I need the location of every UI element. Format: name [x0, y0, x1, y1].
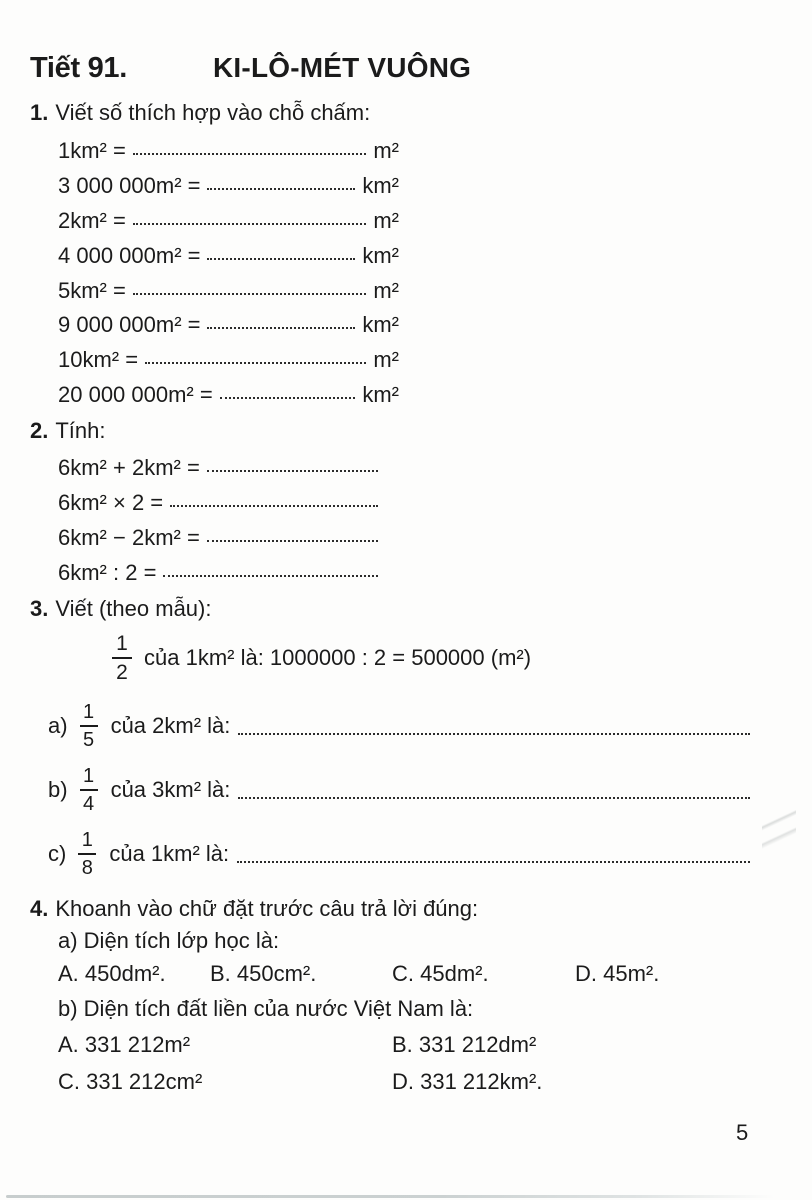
option-a: A. 331 212m² — [58, 1032, 191, 1057]
answer-blank-dots — [170, 505, 378, 507]
fraction — [80, 702, 98, 750]
fraction-denominator: 5 — [83, 729, 95, 752]
exercise4-number: 4. — [30, 896, 49, 921]
exercise2-number: 2. — [30, 418, 49, 443]
conversion-left: 4 000 000m² = — [58, 242, 201, 268]
exercise4a-options — [58, 961, 770, 987]
option-a: A. 450dm². — [58, 961, 166, 986]
exercise4b-label: b) Diện tích đất liền của nước Việt Nam là: — [58, 996, 474, 1021]
exercise3-heading-text: Viết (theo mẫu): — [55, 596, 212, 621]
exercise1-heading-text: Viết số thích hợp vào chỗ chấm: — [55, 100, 371, 125]
conversion-unit: km² — [362, 382, 399, 408]
exercise4b-options — [58, 1032, 618, 1095]
answer-blank-dots — [133, 153, 366, 155]
exercise2-heading — [30, 418, 106, 444]
option-d: D. 331 212km². — [392, 1069, 543, 1094]
answer-blank-dots — [133, 293, 366, 295]
fraction-denominator: 2 — [116, 661, 128, 685]
calculation-row — [58, 525, 385, 560]
option-d: D. 45m². — [575, 961, 660, 986]
answer-blank-dots — [207, 540, 378, 542]
answer-blank-dots — [220, 397, 356, 399]
conversion-left: 3 000 000m² = — [58, 172, 201, 198]
fraction-denominator: 4 — [83, 793, 95, 816]
exercise3-number: 3. — [30, 596, 49, 621]
example-text: của 1km² là: 1000000 : 2 = 500000 (m²) — [144, 645, 532, 670]
page-number: 5 — [736, 1120, 749, 1145]
option-c: C. 45dm². — [392, 961, 489, 986]
fraction-numerator: 1 — [83, 700, 95, 723]
exercise2-rows — [58, 455, 385, 595]
answer-blank-dots — [238, 797, 750, 799]
answer-blank-dots — [163, 575, 378, 577]
fraction-numerator: 1 — [116, 631, 128, 655]
calculation-row — [58, 560, 385, 595]
fraction — [80, 766, 98, 814]
calculation-left: 6km² − 2km² = — [58, 525, 200, 550]
fraction — [112, 633, 132, 683]
item-text: của 2km² là: — [110, 713, 231, 738]
conversion-unit: m² — [373, 138, 399, 163]
exercise3-heading — [30, 596, 211, 622]
conversion-unit: m² — [373, 207, 399, 233]
item-text: của 1km² là: — [109, 841, 230, 866]
item-label: a) — [48, 713, 68, 738]
exercise1-rows — [58, 138, 399, 417]
answer-blank-dots — [207, 470, 378, 472]
exercise3-item-c — [48, 826, 750, 882]
answer-blank-dots — [145, 362, 366, 364]
exercise4a-label: a) Diện tích lớp học là: — [58, 928, 280, 953]
option-b: B. 331 212dm² — [392, 1032, 537, 1057]
answer-blank-dots — [207, 258, 355, 260]
fraction-denominator: 8 — [81, 857, 93, 880]
calculation-left: 6km² : 2 = — [58, 560, 157, 585]
calculation-row — [58, 490, 385, 525]
lesson-label: Tiết 91. — [30, 52, 128, 84]
page-title: KI-LÔ-MÉT VUÔNG — [213, 52, 472, 83]
conversion-unit: km² — [362, 312, 399, 338]
exercise1-heading — [30, 100, 370, 126]
exercise1-number: 1. — [30, 100, 49, 125]
fraction-numerator: 1 — [81, 828, 93, 851]
answer-blank-dots — [238, 733, 750, 735]
conversion-row — [58, 278, 399, 313]
option-c: C. 331 212cm² — [58, 1069, 203, 1094]
exercise4-heading-text: Khoanh vào chữ đặt trước câu trả lời đúng: — [55, 896, 479, 921]
exercise3-item-a — [48, 698, 750, 754]
conversion-left: 20 000 000m² = — [58, 382, 213, 408]
item-label: c) — [48, 841, 67, 866]
conversion-unit: km² — [362, 172, 399, 198]
conversion-row — [58, 208, 399, 243]
option-b: B. 450cm². — [210, 961, 317, 986]
exercise3-item-b — [48, 762, 750, 818]
scan-smudge — [762, 778, 796, 870]
item-text: của 3km² là: — [110, 777, 231, 802]
conversion-row — [58, 173, 399, 208]
conversion-row — [58, 312, 399, 347]
item-label: b) — [48, 777, 68, 802]
fraction-numerator: 1 — [83, 764, 95, 787]
calculation-left: 6km² + 2km² = — [58, 455, 200, 480]
conversion-unit: km² — [362, 242, 399, 268]
exercise4-heading — [30, 896, 478, 922]
conversion-row — [58, 347, 399, 382]
answer-blank-dots — [207, 327, 355, 329]
calculation-row — [58, 455, 385, 490]
conversion-row — [58, 243, 399, 278]
conversion-left: 10km² = — [58, 347, 139, 373]
conversion-row — [58, 138, 399, 173]
conversion-left: 9 000 000m² = — [58, 312, 201, 338]
conversion-row — [58, 382, 399, 417]
conversion-unit: m² — [373, 347, 399, 373]
fraction — [78, 830, 96, 878]
title-row — [30, 52, 782, 85]
calculation-left: 6km² × 2 = — [58, 490, 164, 515]
answer-blank-dots — [237, 861, 750, 863]
exercise2-heading-text: Tính: — [55, 418, 106, 443]
conversion-left: 1km² = — [58, 138, 126, 163]
exercise3-example — [112, 630, 531, 686]
scan-edge-line — [6, 1195, 798, 1198]
conversion-left: 5km² = — [58, 277, 126, 303]
answer-blank-dots — [133, 223, 366, 225]
conversion-left: 2km² = — [58, 207, 126, 233]
conversion-unit: m² — [373, 277, 399, 303]
answer-blank-dots — [207, 188, 355, 190]
